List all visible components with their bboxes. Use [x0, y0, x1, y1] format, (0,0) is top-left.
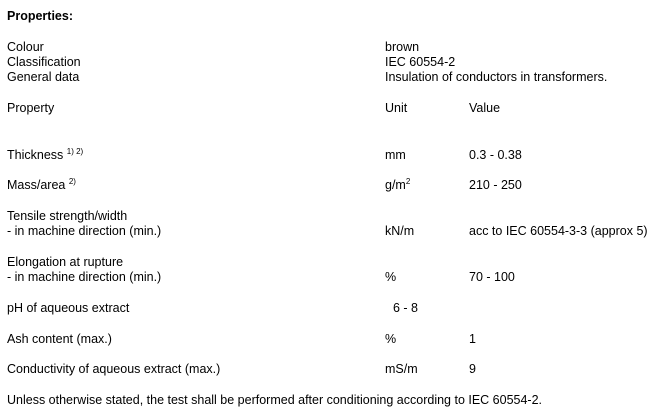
thickness-footnote-ref: 1) 2) [66, 147, 84, 156]
row-tensile-label: Tensile strength/width [7, 209, 128, 223]
row-ash-value: 1 [469, 332, 476, 346]
row-elongation-value: 70 - 100 [469, 270, 515, 284]
row-tensile-unit: kN/m [385, 224, 415, 238]
row-ph-label: pH of aqueous extract [7, 301, 130, 315]
row-ph-value: 6 - 8 [393, 301, 419, 315]
properties-title: Properties: [7, 9, 73, 23]
row-ash-label: Ash content (max.) [7, 332, 112, 346]
info-general-label: General data [7, 70, 80, 84]
row-thickness-label: Thickness $^{1) 2)}$ [7, 147, 84, 162]
row-elongation-label: Elongation at rupture [7, 255, 124, 269]
header-unit: Unit [385, 101, 408, 115]
row-thickness-value: 0.3 - 0.38 [469, 148, 522, 162]
mass-footnote-ref: 2) [68, 177, 76, 186]
row-conductivity-value: 9 [469, 362, 476, 376]
row-ash-unit: % [385, 332, 397, 346]
row-elongation-sublabel: - in machine direction (min.) [7, 270, 162, 284]
header-value: Value [469, 101, 501, 115]
row-tensile-sublabel: - in machine direction (min.) [7, 224, 162, 238]
row-tensile-value: acc to IEC 60554-3-3 (approx 5) [469, 224, 648, 238]
info-classification-label: Classification [7, 55, 81, 69]
row-thickness-unit: mm [385, 148, 406, 162]
row-conductivity-unit: mS/m [385, 362, 418, 376]
info-colour-label: Colour [7, 40, 44, 54]
mass-unit-exponent: 2 [405, 177, 411, 186]
row-elongation-unit: % [385, 270, 397, 284]
header-property: Property [7, 101, 55, 115]
info-colour-value: brown [385, 40, 420, 54]
row-mass-unit: $g/m^2$ [385, 177, 411, 192]
row-conductivity-label: Conductivity of aqueous extract (max.) [7, 362, 221, 376]
row-mass-value: 210 - 250 [469, 178, 522, 192]
info-classification-value: IEC 60554-2 [385, 55, 456, 69]
info-general-value: Insulation of conductors in transformers. [385, 70, 608, 84]
row-mass-label: Mass/area $^{2)}$ [7, 177, 76, 192]
footnote: Unless otherwise stated, the test shall be performed after conditioning according to IEC 60554-2. [7, 393, 543, 407]
